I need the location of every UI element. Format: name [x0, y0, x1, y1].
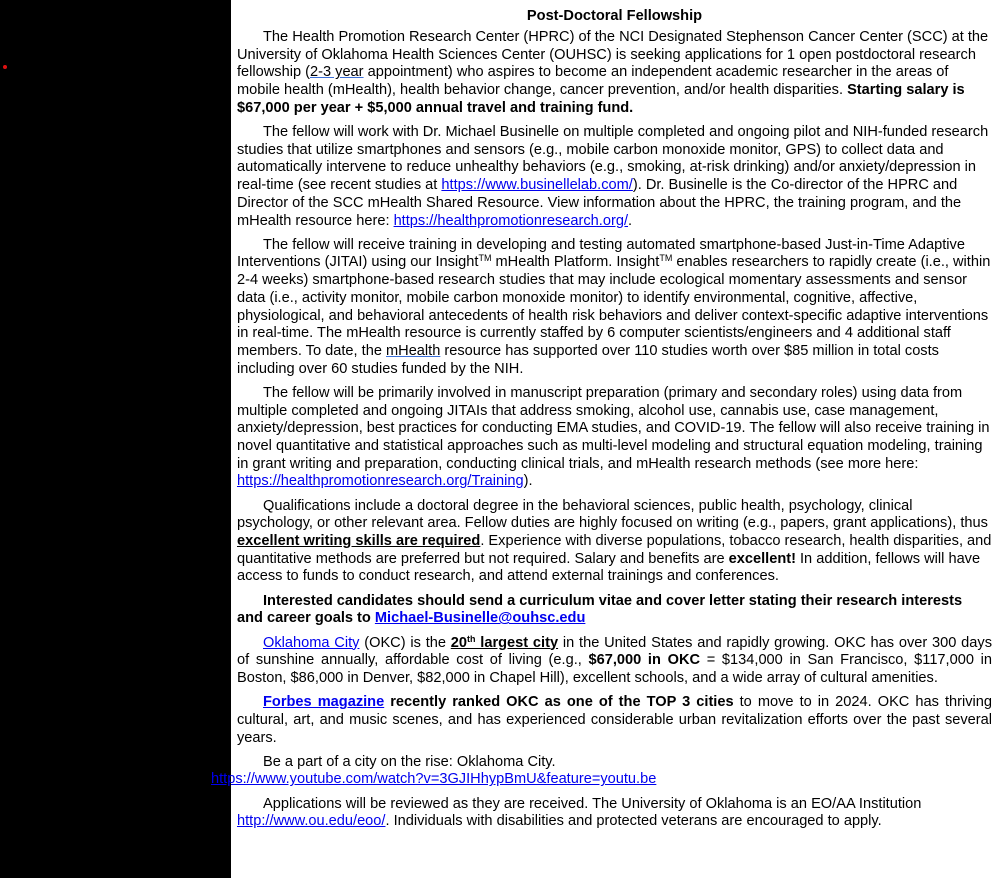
- paragraph-research: The fellow will work with Dr. Michael Businelle on multiple completed and ongoing pilot and NIH-funded research studies that utilize smartphones and sensors (e.g., mobile carbon monoxide monitor, GPS) to collect data and automatically intervene to reduce unhealthy behaviors (e.g., smoking, at-risk drinking) and/or anxiety/depression in real-time (see recent studies at https://www.businellelab.com/). Dr. Businelle is the Co-director of the HPRC and Director of the SCC mHealth Shared Resource. View information about the HPRC, the training program, and the mHealth resource here: https://healthpromotionresearch.org/.: [237, 124, 989, 229]
- paragraph-apply: Interested candidates should send a curriculum vitae and cover letter stating their research interests and career goals to Michael-Businelle@ouhsc.edu: [237, 592, 963, 627]
- appointment-term: 2-3 year: [310, 64, 364, 81]
- email-link[interactable]: Michael-Businelle@ouhsc.edu: [374, 610, 586, 627]
- youtube-link[interactable]: https://www.youtube.com/watch?v=3GJIHhypBmU&feature=youtu.be: [211, 771, 657, 788]
- page-title: Post-Doctoral Fellowship: [526, 8, 703, 24]
- marker-dot: [3, 65, 7, 69]
- oklahoma-city-link[interactable]: Oklahoma City: [263, 634, 360, 651]
- document-page: [211, 0, 1000, 878]
- mhealth-term: mHealth: [386, 342, 441, 359]
- businelle-lab-link[interactable]: https://www.businellelab.com/: [441, 177, 633, 194]
- paragraph-training: The fellow will receive training in developing and testing automated smartphone-based Just-in-Time Adaptive Interventions (JITAI) using our Insight™ mHealth Platform. Insight™ enables researchers to rapidly create (i.e., within 2-4 weeks) smartphone-based research studies that may include ecological momentary assessments and sensor data (i.e., activity monitor, mobile carbon monoxide monitor) to identify environmental, cognitive, affective, physiological, and behavioral antecedents of health risk behaviors and deliver context-specific adaptive interventions in real-time. The mHealth resource is currently staffed by 6 computer scientists/engineers and 4 additional staff members. To date, the mHealth resource has supported over 110 studies worth over $85 million in total costs including over 60 studies funded by the NIH.: [237, 236, 991, 377]
- largest-city-label: 20th largest city: [450, 633, 559, 651]
- salary-statement: Starting salary is $67,000 per year + $5,000 annual travel and training fund.: [237, 82, 965, 116]
- training-link[interactable]: https://healthpromotionresearch.org/Training: [237, 473, 524, 490]
- forbes-link[interactable]: Forbes magazine: [263, 694, 385, 711]
- paragraph-qualifications: Qualifications include a doctoral degree in the behavioral sciences, public health, psychology, clinical psychology, or other relevant area. Fellow duties are highly focused on writing (e.g., papers, grant applications), thus excellent writing skills are required. Experience with diverse populations, tobacco research, health disparities, and quantitative methods are preferred but not required. Salary and benefits are excellent! In addition, fellows will have access to funds to conduct research, and attend external trainings and conferences.: [237, 497, 992, 585]
- paragraph-duties: The fellow will be primarily involved in manuscript preparation (primary and secondary roles) using data from multiple completed and ongoing JITAIs that address smoking, alcohol use, cannabis use, case management, anxiety/depression, best practices for conducting EMA studies, and COVID-19. The fellow will also receive training in novel quantitative and statistical approaches such as multi-level modeling and structural equation modeling, training in grant writing and preparation, conducting clinical trials, and mHealth research methods (see more here: https://healthpromotionresearch.org/Training).: [237, 384, 990, 490]
- paragraph-intro: The Health Promotion Research Center (HPRC) of the NCI Designated Stephenson Cancer Center (SCC) at the University of Oklahoma Health Sciences Center (OUHSC) is seeking applications for 1 open postdoctoral research fellowship (2-3 year appointment) who aspires to become an independent academic researcher in the areas of mobile health (mHealth), health behavior change, cancer prevention, and/or health disparities. Starting salary is $67,000 per year + $5,000 annual travel and training fund.: [237, 29, 989, 116]
- paragraph-city: Be a part of a city on the rise: Oklahoma City. https://www.youtube.com/watch?v=3GJIHhypBmU&feature=youtu.be: [211, 753, 657, 788]
- paragraph-forbes: Forbes magazine recently ranked OKC as one of the TOP 3 cities to move to in 2024. OKC has thriving cultural, art, and music scenes, and has experienced considerable urban revitalization efforts over the past several years.: [237, 694, 992, 746]
- eoo-link[interactable]: http://www.ou.edu/eoo/: [237, 813, 386, 830]
- writing-skills-required: excellent writing skills are required: [237, 532, 481, 549]
- paragraph-okc: Oklahoma City (OKC) is the 20th largest city in the United States and rapidly growing. OKC has over 300 days of sunshine annually, affordable cost of living (e.g., $67,000 in OKC = $134,000 in San Francisco, $117,000 in Boston, $86,000 in Denver, $82,000 in Chapel Hill), excellent schools, and a wide array of cultural amenities.: [237, 633, 992, 686]
- left-panel: [0, 0, 231, 878]
- paragraph-eoo: Applications will be reviewed as they are received. The University of Oklahoma is an EO/AA Institution http://www.ou.edu/eoo/. Individuals with disabilities and protected veterans are encouraged to apply.: [237, 795, 922, 830]
- hprc-link[interactable]: https://healthpromotionresearch.org/: [393, 212, 629, 229]
